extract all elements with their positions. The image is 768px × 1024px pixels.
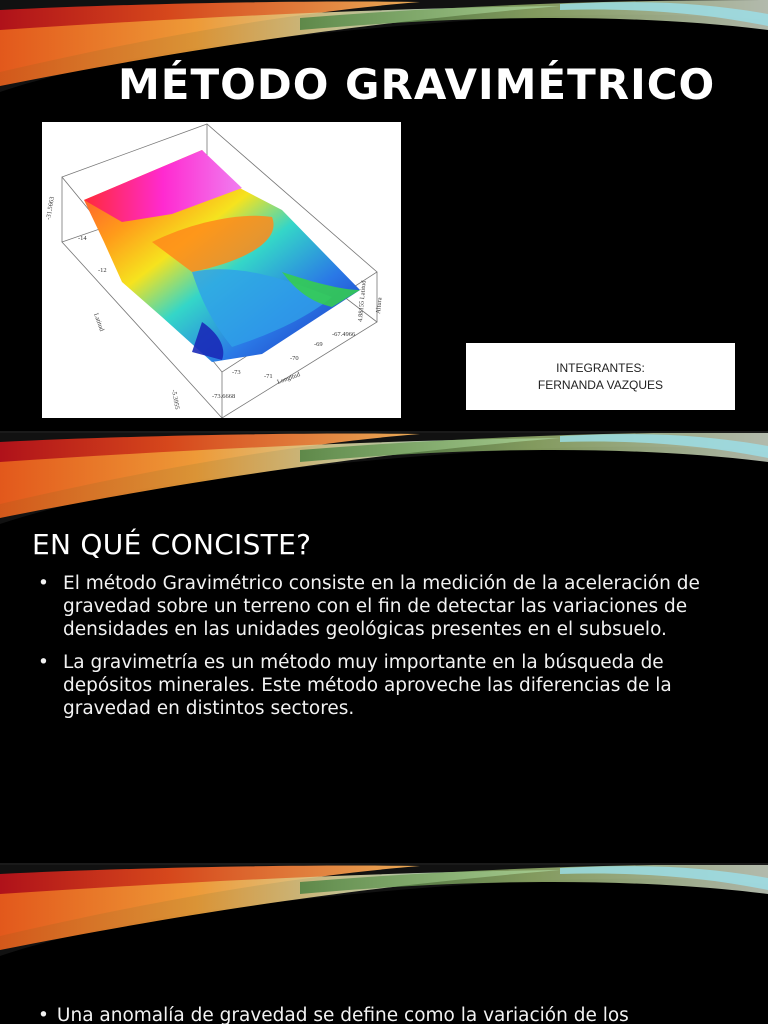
gravity-map-3d [42,122,401,418]
slide-divider [0,863,768,865]
list-item: • El método Gravimétrico consiste en la medición de la aceleración de gravedad sobre un terreno con el fin de detectar las variaciones de densidades en las unidades geológicas presentes en el subsuelo. [38,573,700,640]
slide-3-bullet: • Una anomalía de gravedad se define como la variación de los [38,1005,629,1024]
axis-tick: -67.4966 [332,331,356,338]
bullet-list [32,572,732,730]
axis-label: Latitud [92,312,106,333]
slide-1 [0,0,768,432]
axis-tick: -69 [314,341,323,348]
axis-tick: -14 [78,235,87,242]
slide-title: MÉTODO GRAVIMÉTRICO [118,60,716,109]
list-item: • La gravimetría es un método muy importante en la búsqueda de depósitos minerales. Este método aproveche las diferencias de la gravedad en distintos sectores. [38,652,672,719]
slide-3 [0,864,768,1024]
axis-tick: -5.3955 [170,389,181,411]
axis-label: Longitud [276,371,302,386]
axis-tick: -31.5663 [45,196,57,221]
members-heading: INTEGRANTES: [556,360,645,375]
axis-tick: -12 [98,267,107,274]
axis-tick: 4.88155 Latitud [357,280,368,323]
decorative-swoosh [0,432,768,532]
gravity-map-figure [42,122,401,418]
bullet-icon: • [38,573,49,594]
axis-tick: -73.6668 [212,393,236,400]
bullet-icon: • [38,1005,49,1024]
axis-tick: -73 [232,369,241,376]
axis-tick: -71 [264,373,273,380]
axis-tick: -70 [290,355,299,362]
bullet-icon: • [38,652,49,673]
section-heading: EN QUÉ CONCISTE? [32,528,312,561]
axis-label: Altura [375,297,384,315]
slide-divider [0,431,768,433]
decorative-swoosh [0,864,768,964]
members-box [466,343,735,410]
member-name: FERNANDA VAZQUES [537,377,664,392]
